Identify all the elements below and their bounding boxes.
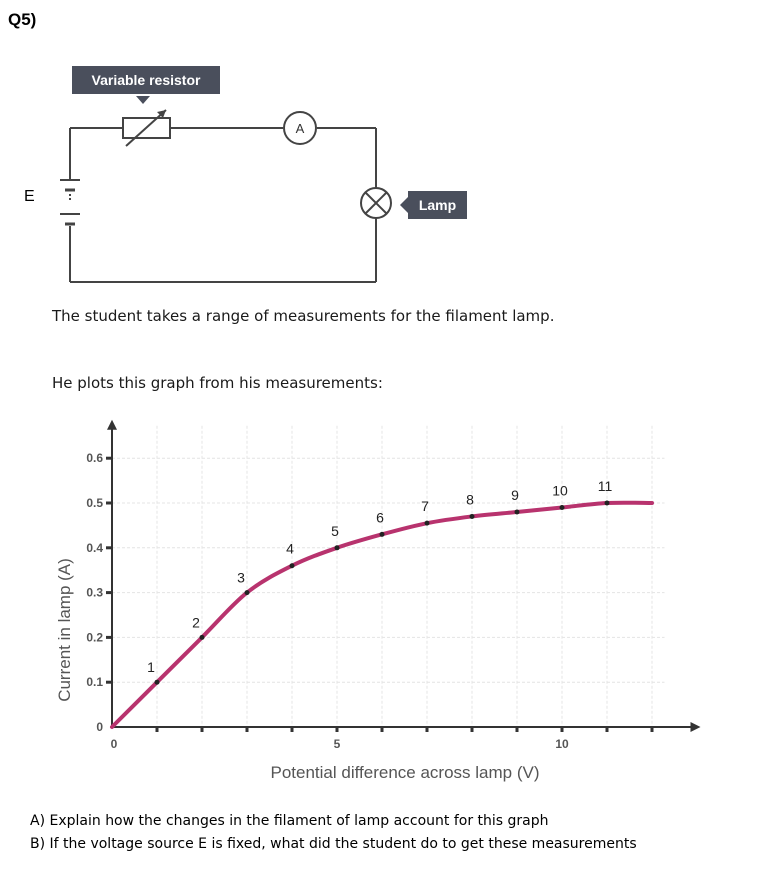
data-point xyxy=(245,590,250,595)
x-tick-mark xyxy=(606,726,609,732)
source-label: E xyxy=(24,188,35,205)
y-tick-label: 0.2 xyxy=(86,630,103,645)
x-tick-mark xyxy=(561,726,564,732)
y-axis-label: Current in lamp (A) xyxy=(55,558,74,702)
ammeter-letter: A xyxy=(295,121,305,136)
y-tick-mark xyxy=(106,681,112,684)
x-tick-mark xyxy=(651,726,654,732)
x-tick-mark xyxy=(381,726,384,732)
data-point-label: 10 xyxy=(552,482,568,499)
y-tick-mark xyxy=(106,457,112,460)
chart-grid xyxy=(112,426,665,727)
data-point xyxy=(290,563,295,568)
y-tick-label: 0.1 xyxy=(86,675,103,690)
data-point xyxy=(560,505,565,510)
data-point xyxy=(200,635,205,640)
data-point-label: 9 xyxy=(511,486,519,503)
x-axis-label: Potential difference across lamp (V) xyxy=(270,763,540,782)
question-b: B) If the voltage source E is fixed, what did the student do to get these measurements xyxy=(30,836,637,852)
data-point-label: 3 xyxy=(237,569,245,586)
x-tick-label: 10 xyxy=(555,737,569,751)
data-point xyxy=(155,680,160,685)
y-tick-label: 0.4 xyxy=(86,540,103,555)
x-tick-mark xyxy=(291,726,294,732)
data-point-label: 5 xyxy=(331,522,339,539)
chart-axes xyxy=(107,420,701,732)
data-point-label: 8 xyxy=(466,491,474,508)
y-tick-mark xyxy=(106,591,112,594)
data-point xyxy=(605,501,610,506)
data-point-label: 1 xyxy=(147,659,155,676)
x-tick-mark xyxy=(156,726,159,732)
x-axis-arrow xyxy=(691,722,701,732)
lamp-pointer xyxy=(400,197,408,213)
iv-graph xyxy=(0,405,767,795)
chart-ticks xyxy=(86,451,653,751)
y-tick-label: 0.3 xyxy=(86,585,103,600)
y-tick-mark xyxy=(106,546,112,549)
y-tick-mark xyxy=(106,502,112,505)
y-tick-label: 0.5 xyxy=(86,496,103,510)
data-point-label: 7 xyxy=(421,498,429,515)
y-axis-arrow xyxy=(107,420,117,430)
data-point xyxy=(470,514,475,519)
data-point-label: 4 xyxy=(286,540,294,557)
y-tick-label: 0 xyxy=(96,720,103,734)
variable-resistor-label: Variable resistor xyxy=(72,66,220,94)
data-point xyxy=(425,521,430,526)
data-point-label: 6 xyxy=(376,509,384,526)
variable-resistor-pointer xyxy=(136,96,150,104)
x-tick-mark xyxy=(246,726,249,732)
x-tick-mark xyxy=(201,726,204,732)
x-tick-mark xyxy=(426,726,429,732)
data-point xyxy=(380,532,385,537)
x-tick-label: 5 xyxy=(333,737,341,751)
data-point xyxy=(515,509,520,514)
data-point xyxy=(335,545,340,550)
battery-symbol xyxy=(60,180,80,224)
data-point-label: 2 xyxy=(192,614,200,631)
x-tick-mark xyxy=(516,726,519,732)
measurement-paragraph: The student takes a range of measurements for the filament lamp. xyxy=(52,307,555,325)
graph-intro-paragraph: He plots this graph from his measurements: xyxy=(52,374,383,392)
circuit-diagram xyxy=(0,0,767,300)
x-tick-mark xyxy=(336,726,339,732)
lamp-label: Lamp xyxy=(408,191,467,219)
question-a: A) Explain how the changes in the filament of lamp account for this graph xyxy=(30,813,549,829)
question-number: Q5) xyxy=(8,10,37,29)
data-point-label: 11 xyxy=(597,478,613,494)
x-tick-mark xyxy=(471,726,474,732)
y-tick-label: 0.6 xyxy=(86,451,103,466)
y-tick-mark xyxy=(106,636,112,639)
x-tick-label: 0 xyxy=(110,737,118,751)
